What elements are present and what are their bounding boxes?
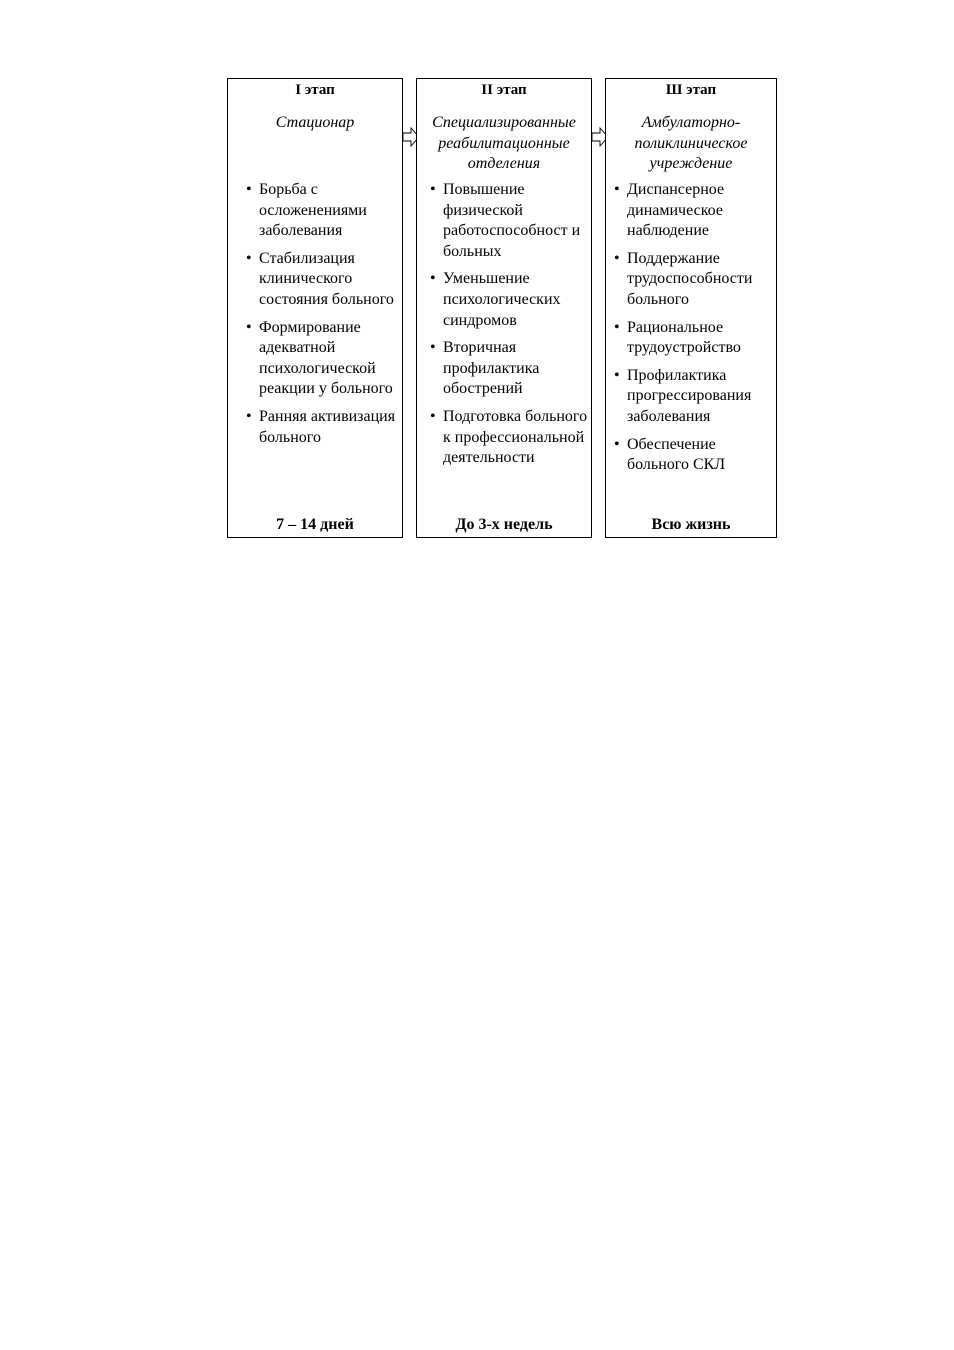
stage-title: Ш этап bbox=[665, 82, 717, 98]
bullet-icon: • bbox=[430, 407, 436, 425]
bullet-icon: • bbox=[246, 181, 252, 198]
stage-facility: Специализированные реабилитационные отделения bbox=[432, 114, 576, 172]
task-item bbox=[417, 338, 591, 400]
task-text: Поддержание трудоспособности больного bbox=[627, 249, 753, 308]
task-text: Уменьшение психологических синдромов bbox=[443, 270, 561, 329]
bullet-icon: • bbox=[246, 407, 252, 425]
task-text: Борьба с осложенениями заболевания bbox=[259, 181, 367, 240]
task-item bbox=[228, 180, 402, 242]
bullet-icon: • bbox=[430, 339, 436, 357]
bullet-icon: • bbox=[246, 249, 252, 267]
task-text: Ранняя активизация больного bbox=[259, 407, 396, 446]
stage-facility: Амбулаторно-поликлиническое учреждение bbox=[634, 114, 748, 172]
task-item bbox=[606, 366, 776, 428]
stage-duration: 7 – 14 дней bbox=[276, 516, 354, 533]
task-item bbox=[417, 407, 591, 469]
task-item bbox=[606, 249, 776, 311]
task-item bbox=[606, 180, 776, 242]
bullet-icon: • bbox=[246, 318, 252, 336]
task-item bbox=[606, 318, 776, 359]
task-text: Диспансерное динамическое наблюдение bbox=[627, 181, 725, 240]
task-list bbox=[417, 180, 591, 476]
task-item bbox=[417, 180, 591, 262]
stage-facility: Стационар bbox=[275, 114, 355, 131]
bullet-icon: • bbox=[614, 318, 620, 336]
bullet-icon: • bbox=[430, 181, 436, 198]
bullet-icon: • bbox=[614, 435, 620, 453]
bullet-icon: • bbox=[430, 270, 436, 288]
task-text: Повышение физической работоспособност и больных bbox=[443, 181, 581, 260]
stage-title: I этап bbox=[295, 82, 335, 98]
task-text: Стабилизация клинического состояния больного bbox=[259, 249, 394, 308]
task-list bbox=[228, 180, 402, 455]
task-item bbox=[228, 407, 402, 448]
stage-box-3 bbox=[605, 78, 777, 538]
task-item bbox=[228, 249, 402, 311]
task-text: Вторичная профилактика обострений bbox=[443, 339, 540, 398]
task-item bbox=[417, 269, 591, 331]
stage-title: II этап bbox=[481, 82, 527, 98]
task-text: Рациональное трудоустройство bbox=[627, 318, 741, 357]
task-text: Формирование адекватной психологической реакции у больного bbox=[259, 318, 393, 398]
bullet-icon: • bbox=[614, 181, 620, 198]
stage-duration: Всю жизнь bbox=[651, 516, 731, 533]
stage-box-1 bbox=[227, 78, 403, 538]
stage-duration: До 3-х недель bbox=[455, 516, 553, 533]
bullet-icon: • bbox=[614, 249, 620, 267]
task-text: Обеспечение больного СКЛ bbox=[627, 435, 726, 474]
task-text: Подготовка больного к профессиональной деятельности bbox=[443, 407, 588, 467]
task-item bbox=[606, 435, 776, 476]
task-item bbox=[228, 318, 402, 400]
task-text: Профилактика прогрессирования заболевания bbox=[627, 366, 752, 425]
stage-box-2 bbox=[416, 78, 592, 538]
task-list bbox=[606, 180, 776, 483]
bullet-icon: • bbox=[614, 366, 620, 384]
